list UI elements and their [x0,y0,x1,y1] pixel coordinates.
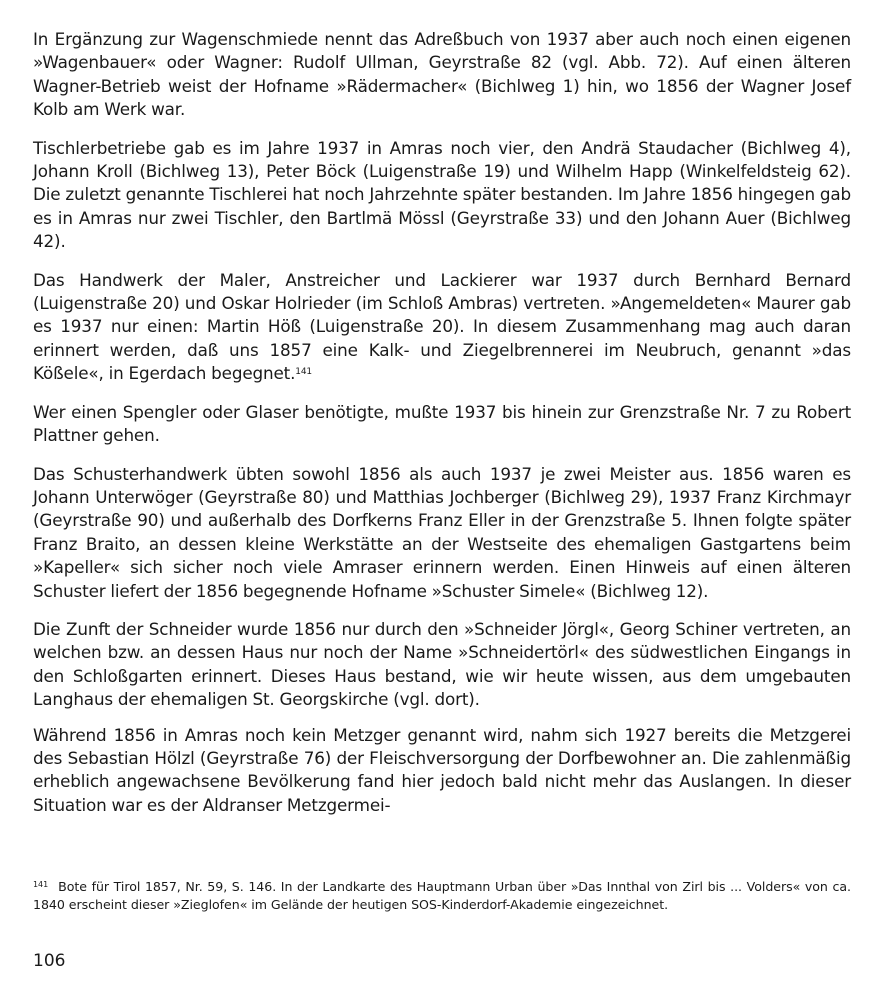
paragraph-schuster: Das Schusterhandwerk übten sowohl 1856 als auch 1937 je zwei Meister aus. 1856 waren es Johann Unterwöger (Geyrstraße 80) und Matthias Jochberger (Bichlweg 29), 1937 Franz Kirchmayr (Geyrstraße 90) und außerhalb des Dorfkerns Franz Eller in der Grenzstraße 5. Ihnen folgte später Franz Braito, an dessen kleine Werkstätte an der Westseite des ehemaligen Gastgartens beim »Kapeller« sich sicher noch viele Amraser erinnern werden. Einen Hinweis auf einen älteren Schuster liefert der 1856 begegnende Hofname »Schuster Simele« (Bichlweg 12). [33,463,851,601]
paragraph-tischler: Tischlerbetriebe gab es im Jahre 1937 in Amras noch vier, den Andrä Staudacher (Bichlweg 4), Johann Kroll (Bichlweg 13), Peter Böck (Luigenstraße 19) und Wilhelm Happ (Winkelfeldsteig 62). Die zuletzt genannte Tischlerei hat noch Jahrzehnte später bestanden. Im Jahre 1856 hingegen gab es in Amras nur zwei Tischler, den Bartlmä Mössl (Geyrstraße 33) und den Johann Auer (Bichlweg 42). [33,137,851,252]
paragraph-maler: Das Handwerk der Maler, Anstreicher und Lackierer war 1937 durch Bernhard Bernard (Luigenstraße 20) und Oskar Holrieder (im Schloß Ambras) vertreten. »Angemeldeten« Maurer gab es 1937 nur einen: Martin Höß (Luigenstraße 20). In diesem Zusammenhang mag auch daran erinnert werden, daß uns 1857 eine Kalk- und Ziegelbrennerei im Neubruch, genannt »das Kößele«, in Egerdach begegnet.$^{141}$ [33,269,851,384]
footnote-reference: 141 [295,366,313,377]
paragraph-wagner: In Ergänzung zur Wagenschmiede nennt das Adreßbuch von 1937 aber auch noch einen eigenen »Wagenbauer« oder Wagner: Rudolf Ullman, Geyrstraße 82 (vgl. Abb. 72). Auf einen älteren Wagner-Betrieb weist der Hofname »Rädermacher« (Bichlweg 1) hin, wo 1856 der Wagner Josef Kolb am Werk war. [33,29,851,120]
paragraph-spengler: Wer einen Spengler oder Glaser benötigte, mußte 1937 bis hinein zur Grenzstraße Nr. 7 zu Robert Plattner gehen. [33,401,851,446]
footnote [33,875,851,913]
page-number: 106 [33,951,66,971]
paragraph-metzger: Während 1856 in Amras noch kein Metzger genannt wird, nahm sich 1927 bereits die Metzgerei des Sebastian Hölzl (Geyrstraße 76) der Fleischversorgung der Dorfbewohner an. Die zahlenmäßig erheblich angewachsene Bevölkerung fand hier jedoch bald nicht mehr das Auslangen. In dieser Situation war es der Aldranser Metzgermei- [33,724,851,815]
footnote-text: Bote für Tirol 1857, Nr. 59, S. 146. In der Landkarte des Hauptmann Urban über »Das Innthal von Zirl bis ... Volders« von ca. 1840 erscheint dieser »Zieglofen« im Gelände der heutigen SOS-Kinderdorf-Akademie eingezeichnet. [33,879,851,912]
footnote-number: 141 [33,880,49,889]
paragraph-schneider: Die Zunft der Schneider wurde 1856 nur durch den »Schneider Jörgl«, Georg Schiner vertreten, an welchen bzw. an dessen Haus nur noch der Name »Schneidertörl« des südwestlichen Eingangs in den Schloßgarten erinnert. Dieses Haus bestand, wie wir heute wissen, aus dem umgebauten Langhaus der ehemaligen St. Georgskirche (vgl. dort). [33,618,851,710]
main-text [33,28,851,832]
